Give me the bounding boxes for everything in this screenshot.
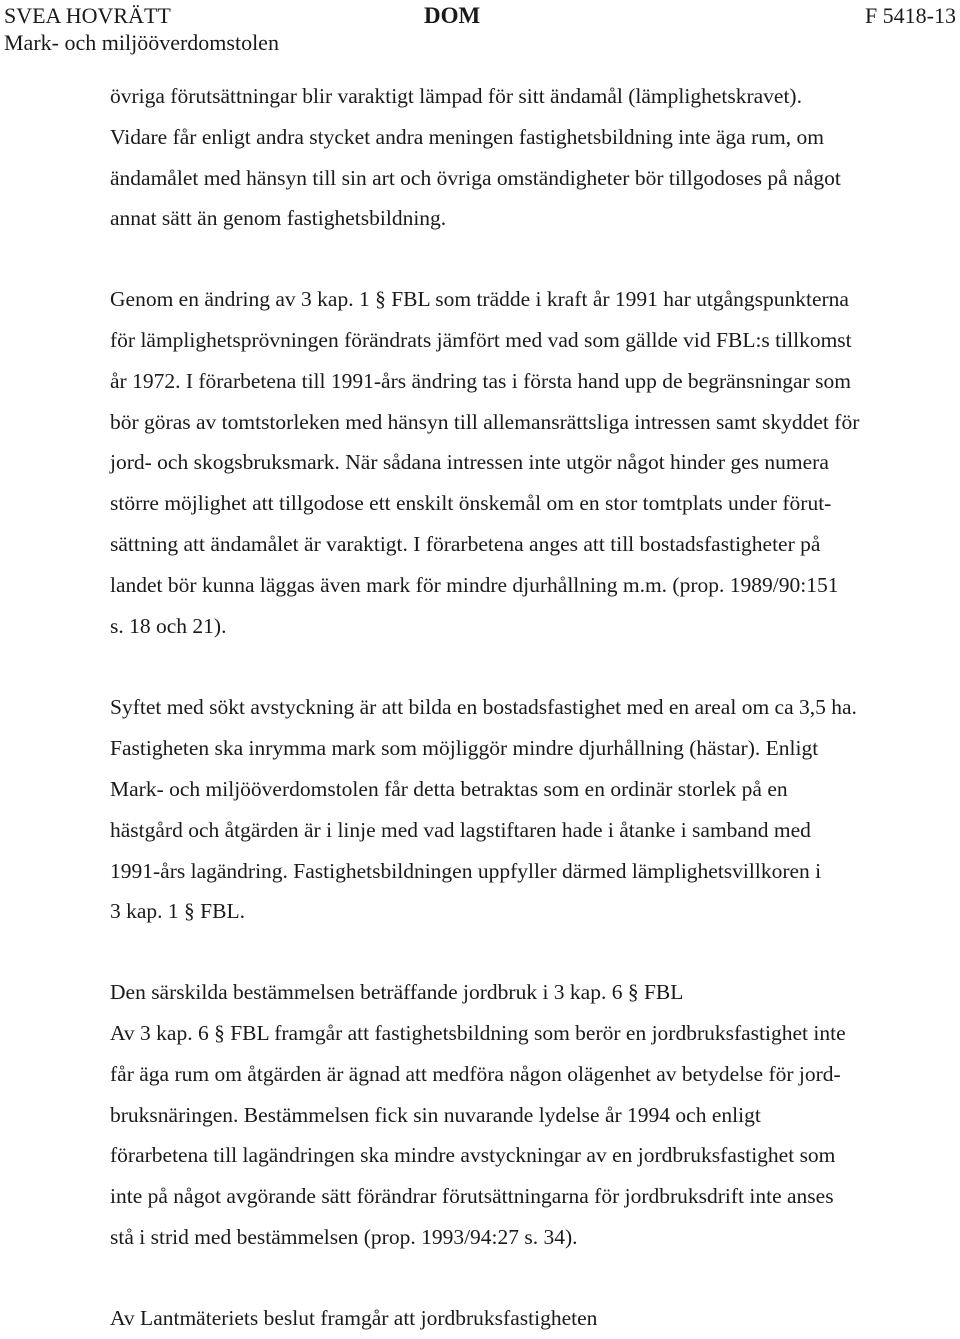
text-line: inte på något avgörande sätt förändrar förutsättningarna för jordbruksdrift inte anses: [110, 1184, 834, 1209]
text-line: Vidare får enligt andra stycket andra meningen fastighetsbildning inte äga rum, om: [110, 124, 824, 149]
case-number: F 5418-13: [864, 3, 956, 28]
paragraph-spacer: [110, 932, 940, 972]
document-body: [110, 76, 940, 1339]
paragraph-spacer: [110, 239, 940, 279]
paragraph-3: [110, 687, 940, 932]
document-type: DOM: [424, 3, 481, 28]
paragraph-4: [110, 1013, 940, 1258]
text-line: får äga rum om åtgärden är ägnad att medföra någon olägenhet av betydelse för jord-: [110, 1061, 841, 1086]
text-line: s. 18 och 21).: [110, 613, 227, 638]
text-line: bruksnäringen. Bestämmelsen fick sin nuvarande lydelse år 1994 och enligt: [110, 1102, 761, 1127]
text-line: Mark- och miljööverdomstolen får detta betraktas som en ordinär storlek på en: [110, 776, 788, 801]
paragraph-5: [110, 1298, 940, 1339]
page-header: [0, 0, 960, 60]
text-line: sättning att ändamålet är varaktigt. I förarbetena anges att till bostadsfastigheter på: [110, 531, 821, 556]
text-line: förarbetena till lagändringen ska mindre avstyckningar av en jordbruksfastighet som: [110, 1143, 836, 1168]
text-line: annat sätt än genom fastighetsbildning.: [110, 206, 447, 231]
paragraph-2: [110, 279, 940, 646]
text-line: Av Lantmäteriets beslut framgår att jordbruksfastigheten: [110, 1305, 598, 1330]
text-line: år 1972. I förarbetena till 1991-års ändring tas i första hand upp de begränsningar som: [110, 368, 851, 393]
text-line: hästgård och åtgärden är i linje med vad lagstiftaren hade i åtanke i samband med: [110, 817, 811, 842]
text-line: jord- och skogsbruksmark. När sådana intressen inte utgör något hinder ges numera: [110, 450, 829, 475]
text-line: Genom en ändring av 3 kap. 1 § FBL som trädde i kraft år 1991 har utgångspunkterna: [110, 287, 849, 312]
text-line: ändamålet med hänsyn till sin art och övriga omständigheter bör tillgodoses på något: [110, 165, 841, 190]
paragraph-spacer: [110, 1258, 940, 1298]
text-line: bör göras av tomtstorleken med hänsyn till allemansrättsliga intressen samt skyddet för: [110, 409, 860, 434]
text-line: landet bör kunna läggas även mark för mindre djurhållning m.m. (prop. 1989/90:151: [110, 572, 839, 597]
text-line: Av 3 kap. 6 § FBL framgår att fastighetsbildning som berör en jordbruksfastighet inte: [110, 1020, 846, 1045]
paragraph-spacer: [110, 646, 940, 687]
text-line: övriga förutsättningar blir varaktigt lämpad för sitt ändamål (lämplighetskravet).: [110, 84, 802, 108]
text-line: 3 kap. 1 § FBL.: [110, 899, 245, 924]
court-division: Mark- och miljööverdomstolen: [4, 30, 279, 55]
text-line: för lämplighetsprövningen förändrats jämfört med vad som gällde vid FBL:s tillkomst: [110, 327, 852, 352]
text-line: stå i strid med bestämmelsen (prop. 1993/94:27 s. 34).: [110, 1224, 578, 1249]
paragraph-1: [110, 76, 940, 239]
court-name: SVEA HOVRÄTT: [4, 3, 171, 28]
text-line: Syftet med sökt avstyckning är att bilda en bostadsfastighet med en areal om ca 3,5 ha.: [110, 695, 857, 720]
text-line: 1991-års lagändring. Fastighetsbildningen uppfyller därmed lämplighetsvillkoren i: [110, 858, 822, 883]
text-line: större möjlighet att tillgodose ett enskilt önskemål om en stor tomtplats under förut-: [110, 491, 832, 516]
section-heading: Den särskilda bestämmelsen beträffande jordbruk i 3 kap. 6 § FBL: [110, 980, 684, 1005]
text-line: Fastigheten ska inrymma mark som möjliggör mindre djurhållning (hästar). Enligt: [110, 736, 819, 761]
